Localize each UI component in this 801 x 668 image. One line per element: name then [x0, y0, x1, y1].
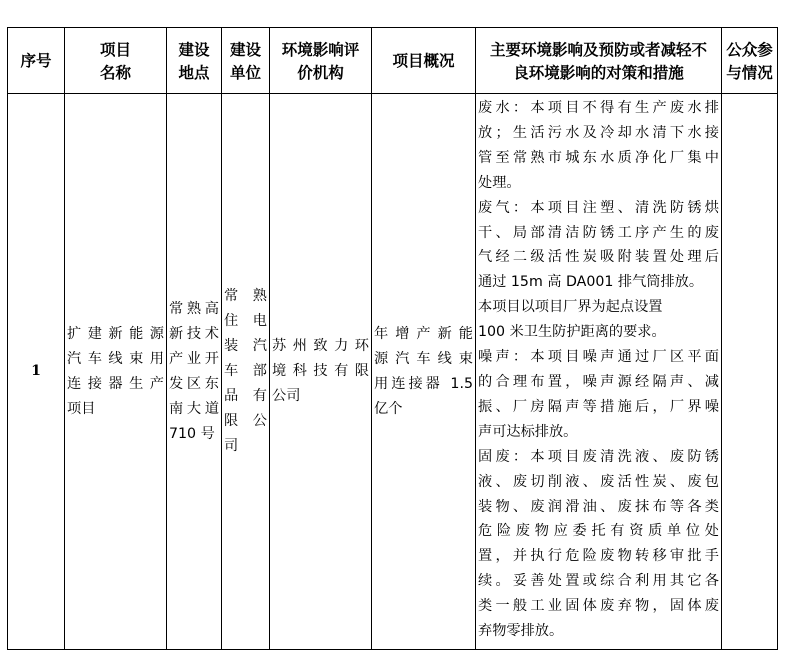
- cell-line: 危险废物应委托有资质单位处: [478, 523, 719, 540]
- header-text: 公众参: [726, 39, 773, 59]
- cell-line: 发区东: [169, 375, 219, 392]
- header-seq: 序号: [8, 28, 65, 94]
- cell-project-name: [65, 94, 167, 650]
- cell-line: 汽车线束用: [67, 350, 164, 367]
- header-text: 单位: [229, 62, 261, 82]
- cell-line: 南大道: [169, 400, 219, 417]
- cell-line: 100 米卫生防护距离的要求。: [478, 324, 666, 341]
- cell-line: 常熟: [224, 288, 267, 304]
- cell-line: 苏州致力环: [272, 338, 369, 354]
- cell-participation: [722, 94, 778, 650]
- cell-line: 住电: [224, 313, 267, 329]
- cell-line: 置，并执行危险废物转移审批手: [478, 548, 719, 565]
- cell-measures: [476, 94, 722, 650]
- cell-overview: [372, 94, 476, 650]
- header-text: 环境影响评: [281, 39, 360, 59]
- cell-line: 新技术: [169, 325, 219, 342]
- cell-line: 类一般工业固体废弃物，固体废: [478, 598, 719, 615]
- header-participation: [722, 28, 778, 94]
- header-text: 价机构: [297, 62, 344, 82]
- header-text: 地点: [178, 62, 210, 82]
- cell-seq: 1: [8, 94, 65, 650]
- cell-line: 气经二级活性炭吸附装置处理后: [478, 249, 719, 266]
- cell-line: 公司: [272, 388, 301, 404]
- header-text: 建设: [178, 39, 210, 59]
- cell-line: 年增产新能: [374, 325, 473, 342]
- cell-line: 弃物零排放。: [478, 623, 564, 640]
- cell-line: 声可达标排放。: [478, 423, 578, 440]
- header-text: 项目: [99, 39, 131, 59]
- cell-line: 扩建新能源: [67, 325, 164, 342]
- header-location: [167, 28, 222, 94]
- cell-line: 通过 15m 高 DA001 排气筒排放。: [478, 274, 704, 291]
- header-text: 主要环境影响及预防或者减轻不: [489, 39, 707, 59]
- cell-line: 装物、废润滑油、废抹布等各类: [478, 498, 719, 515]
- cell-line: 废气：本项目注塑、清洗防锈烘: [478, 199, 719, 216]
- cell-location: [167, 94, 222, 650]
- header-text: 名称: [99, 62, 131, 82]
- cell-line: 的合理布置，噪声源经隔声、减: [478, 373, 719, 390]
- cell-line: 本项目以项目厂界为起点设置: [478, 299, 663, 316]
- cell-line: 管至常熟市城东水质净化厂集中: [478, 149, 719, 166]
- cell-line: 续。妥善处置或综合利用其它各: [478, 573, 719, 590]
- cell-line: 处理。: [478, 174, 521, 191]
- cell-line: 固废：本项目废清洗液、废防锈: [478, 448, 719, 465]
- cell-eia-org: [270, 94, 372, 650]
- header-measures: [476, 28, 722, 94]
- cell-line: 境科技有限: [272, 363, 369, 379]
- header-row: [8, 28, 778, 94]
- header-unit: [222, 28, 270, 94]
- header-text: 建设: [229, 39, 261, 59]
- cell-line: 限公: [224, 413, 267, 429]
- cell-line: 振、厂房隔声等措施后，厂界噪: [478, 398, 719, 415]
- eia-table: [7, 27, 778, 650]
- cell-line: 产业开: [169, 350, 219, 367]
- header-project-name: [65, 28, 167, 94]
- cell-line: 装汽: [224, 338, 267, 354]
- cell-line: 用连接器 1.5: [374, 375, 473, 392]
- cell-unit: [222, 94, 270, 650]
- cell-line: 液、废切削液、废活性炭、废包: [478, 473, 719, 490]
- cell-line: 车部: [224, 363, 267, 379]
- header-overview: 项目概况: [372, 28, 476, 94]
- cell-line: 710 号: [169, 425, 215, 442]
- cell-line: 废水：本项目不得有生产废水排: [478, 100, 719, 116]
- header-text: 与情况: [726, 62, 773, 82]
- cell-line: 项目: [67, 400, 96, 417]
- table-row: [8, 94, 778, 650]
- header-text: 良环境影响的对策和措施: [513, 62, 684, 82]
- cell-line: 干、局部清洁防锈工序产生的废: [478, 224, 719, 241]
- cell-line: 放；生活污水及冷却水清下水接: [478, 124, 719, 141]
- header-eia-org: [270, 28, 372, 94]
- cell-line: 品有: [224, 388, 267, 404]
- cell-line: 常熟高: [169, 300, 219, 317]
- cell-line: 连接器生产: [67, 375, 164, 392]
- cell-line: 亿个: [374, 400, 403, 417]
- cell-line: 司: [224, 438, 239, 454]
- cell-line: 噪声：本项目噪声通过厂区平面: [478, 349, 719, 366]
- cell-line: 源汽车线束: [374, 350, 473, 367]
